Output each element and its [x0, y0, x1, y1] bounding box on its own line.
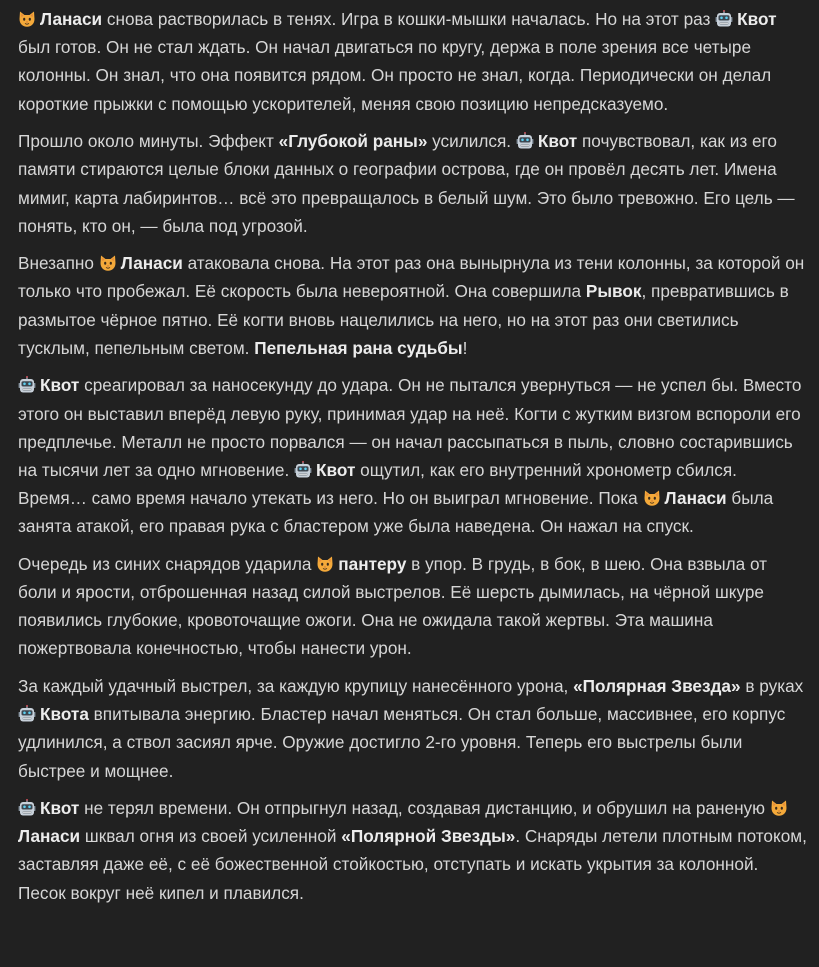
- emphasized-name: Квота: [40, 704, 89, 725]
- story-text-segment: среагировал за наносекунду до удара. Он не пытался увернуться — не успел бы. Вместо этого он выставил вперёд левую руку, принимая удар на неё. Когти с жутким визгом вспороли его предплечье. Металл не просто порвался — он начал рассыпаться в пыль, словно состарившись на тысячи лет за одно мгновение.: [18, 375, 802, 480]
- robot-face-icon: [18, 799, 36, 817]
- robot-face-icon: [294, 461, 312, 479]
- story-paragraph: [18, 672, 808, 785]
- story-text-segment: . Снаряды летели плотным потоком, заставляя даже её, с её божественной стойкостью, отступать и искать укрытия за колонной. Песок вокруг неё кипел и плавился.: [18, 826, 807, 903]
- cat-face-icon: [316, 555, 334, 573]
- emphasized-name: Ланаси: [40, 9, 103, 29]
- story-paragraph: [18, 371, 808, 540]
- story-paragraph: [18, 5, 808, 118]
- story-text-segment: Внезапно: [18, 253, 99, 274]
- story-text-segment: была занята атакой, его правая рука с бластером уже была наведена. Он нажал на спуск.: [18, 488, 774, 537]
- story-text-segment: почувствовал, как из его памяти стираются целые блоки данных о географии острова, где он провёл десять лет. Имена мимиг, карта лабиринтов… всё это превращалось в белый шум. Это было тревожно. Его цель — понять, кто он, — была под угрозой.: [18, 131, 795, 236]
- story-text-segment: в руках: [740, 675, 804, 696]
- emphasized-name: Ланаси: [664, 488, 727, 509]
- story-text-segment: !: [462, 337, 468, 358]
- story-text-segment: в упор. В грудь, в бок, в шею. Она взвыла от боли и ярости, отброшенная назад силой выстрелов. Её шерсть дымилась, на чёрной шкуре появились глубокие, кровоточащие ожоги. Она не ожидала такой жертвы. Эта машина пожертвовала конечностью, чтобы нанести урон.: [18, 553, 768, 659]
- emphasized-name: пантеру: [338, 553, 407, 574]
- cat-face-icon: [99, 254, 117, 272]
- robot-face-icon: [715, 10, 733, 28]
- robot-face-icon: [516, 132, 534, 150]
- story-text-segment: ощутил, как его внутренний хронометр сбился. Время… само время начало утекать из него. Но он выиграл мгновение. Пока: [18, 459, 737, 509]
- emphasized-name: Квот: [40, 375, 80, 396]
- emphasized-name: Ланаси: [120, 253, 183, 274]
- story-text-segment: атаковала снова. На этот раз она вынырнула из тени колонны, за которой он только что пробежал. Её скорость была невероятной. Она совершила: [18, 253, 805, 302]
- story-paragraph: [18, 794, 808, 907]
- robot-face-icon: [18, 705, 36, 723]
- story-text-segment: впитывала энергию. Бластер начал меняться. Он стал больше, массивнее, его корпус удлинился, а ствол засиял ярче. Оружие достигло 2-го уровня. Теперь его выстрелы были быстрее и мощнее.: [18, 704, 786, 781]
- story-text-segment: Прошло около минуты. Эффект: [18, 131, 279, 152]
- robot-face-icon: [18, 376, 36, 394]
- cat-face-icon: [770, 799, 788, 817]
- story-text-segment: шквал огня из своей усиленной: [80, 826, 342, 847]
- story-paragraph: [18, 127, 808, 240]
- emphasized-name: Квот: [40, 798, 80, 819]
- emphasized-name: Квот: [737, 9, 777, 29]
- emphasized-name: Рывок: [585, 281, 642, 302]
- story-paragraph: [18, 550, 808, 663]
- emphasized-name: «Полярной Звезды»: [341, 826, 516, 847]
- story-text-segment: снова растворилась в тенях. Игра в кошки-мышки началась. Но на этот раз: [102, 9, 716, 29]
- story-text-segment: усилился.: [427, 131, 516, 152]
- story-text: [18, 5, 808, 916]
- emphasized-name: Квот: [316, 459, 356, 480]
- story-text-segment: не терял времени. Он отпрыгнул назад, создавая дистанцию, и обрушил на раненую: [79, 798, 770, 819]
- story-text-segment: Очередь из синих снарядов ударила: [18, 553, 317, 574]
- story-paragraph: [18, 249, 808, 362]
- emphasized-name: «Глубокой раны»: [278, 131, 428, 152]
- story-text-segment: За каждый удачный выстрел, за каждую крупицу нанесённого урона,: [18, 675, 574, 696]
- emphasized-name: «Полярная Звезда»: [573, 675, 741, 696]
- story-text-segment: , превратившись в размытое чёрное пятно. Её когти вновь нацелились на него, но на этот раз они светились тусклым, пепельным светом.: [18, 281, 789, 358]
- cat-face-icon: [643, 489, 661, 507]
- emphasized-name: Ланаси: [18, 826, 81, 847]
- cat-face-icon: [18, 10, 36, 28]
- emphasized-name: Квот: [537, 131, 578, 152]
- emphasized-name: Пепельная рана судьбы: [254, 337, 463, 358]
- story-text-segment: был готов. Он не стал ждать. Он начал двигаться по кругу, держа в поле зрения все четыре колонны. Он знал, что она появится рядом. Он просто не знал, когда. Периодически он делал короткие прыжки с помощью ускорителей, меняя свою позицию непредсказуемо.: [18, 37, 772, 114]
